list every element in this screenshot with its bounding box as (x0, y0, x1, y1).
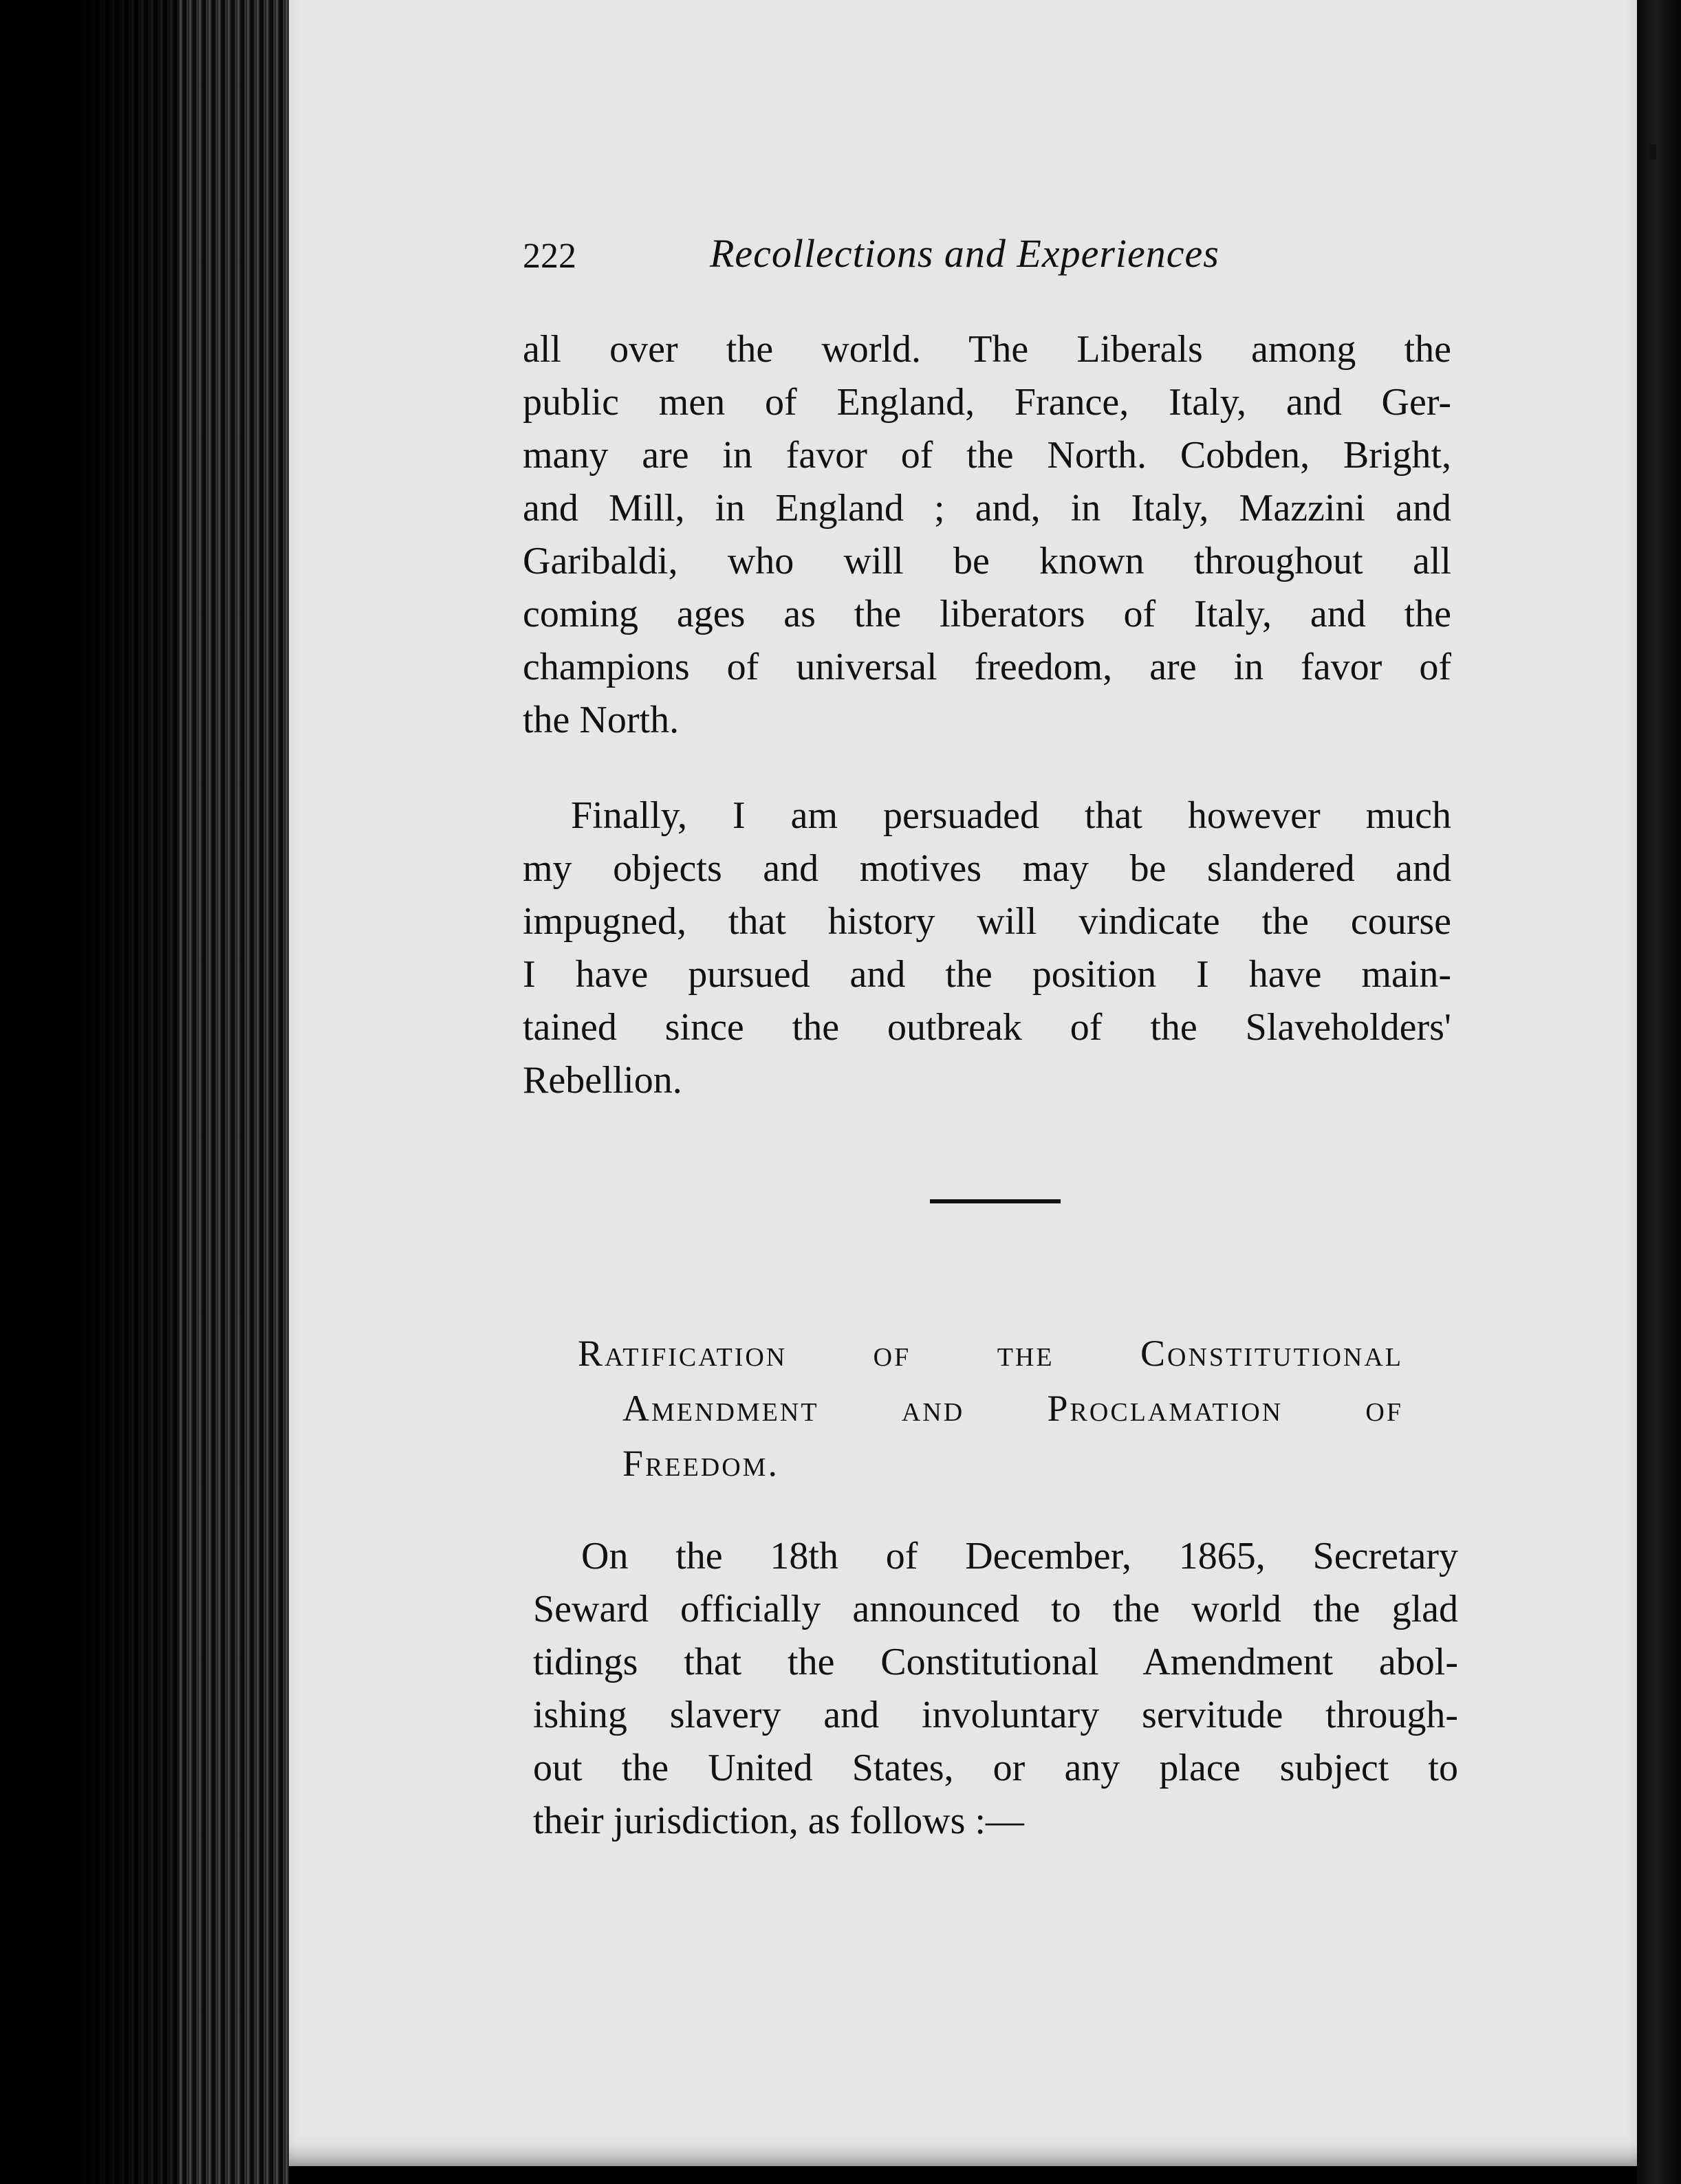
paragraph-line: Seward officially announced to the world the glad (533, 1588, 1458, 1630)
paragraph-line: On the 18th of December, 1865, Secretary (581, 1535, 1458, 1577)
paragraph-1 (523, 323, 1451, 747)
paragraph-2 (523, 789, 1451, 1107)
paragraph-line: champions of universal freedom, are in favor of (523, 646, 1451, 688)
page-edges-shadow (0, 0, 179, 2184)
paragraph-line: public men of England, France, Italy, and Ger- (523, 381, 1451, 424)
running-head (523, 230, 1321, 285)
paragraph-line: tidings that the Constitutional Amendment abol- (533, 1641, 1458, 1683)
heading-line: Ratification of the Constitutional (578, 1333, 1403, 1374)
paragraph-3 (533, 1530, 1458, 1848)
paragraph-line: coming ages as the liberators of Italy, and the (523, 593, 1451, 635)
facing-page-edge (1637, 0, 1681, 2184)
page-number: 222 (523, 237, 576, 276)
paragraph-line: my objects and motives may be slandered and (523, 847, 1451, 890)
edge-mark (1649, 144, 1656, 160)
paragraph-line: many are in favor of the North. Cobden, Bright, (523, 434, 1451, 477)
heading-line: Amendment and Proclamation of (622, 1388, 1403, 1429)
paragraph-line: impugned, that history will vindicate the course (523, 900, 1451, 943)
paragraph-line: Finally, I am persuaded that however much (571, 794, 1451, 837)
paragraph-line: all over the world. The Liberals among the (523, 328, 1451, 371)
running-title: Recollections and Experiences (710, 231, 1219, 276)
paragraph-line: Garibaldi, who will be known throughout all (523, 540, 1451, 582)
paragraph-line: out the United States, or any place subject to (533, 1747, 1458, 1789)
section-divider (930, 1199, 1061, 1203)
paragraph-line: Rebellion. (523, 1059, 682, 1102)
heading-line: Freedom. (622, 1443, 779, 1484)
section-heading (578, 1326, 1403, 1491)
paragraph-line: and Mill, in England ; and, in Italy, Mazzini and (523, 487, 1451, 529)
paragraph-line: the North. (523, 699, 680, 741)
paragraph-line: ishing slavery and involuntary servitude through- (533, 1694, 1458, 1736)
paragraph-line: I have pursued and the position I have main- (523, 953, 1451, 996)
paragraph-line: their jurisdiction, as follows :— (533, 1800, 1024, 1842)
paragraph-line: tained since the outbreak of the Slaveholders' (523, 1006, 1451, 1049)
